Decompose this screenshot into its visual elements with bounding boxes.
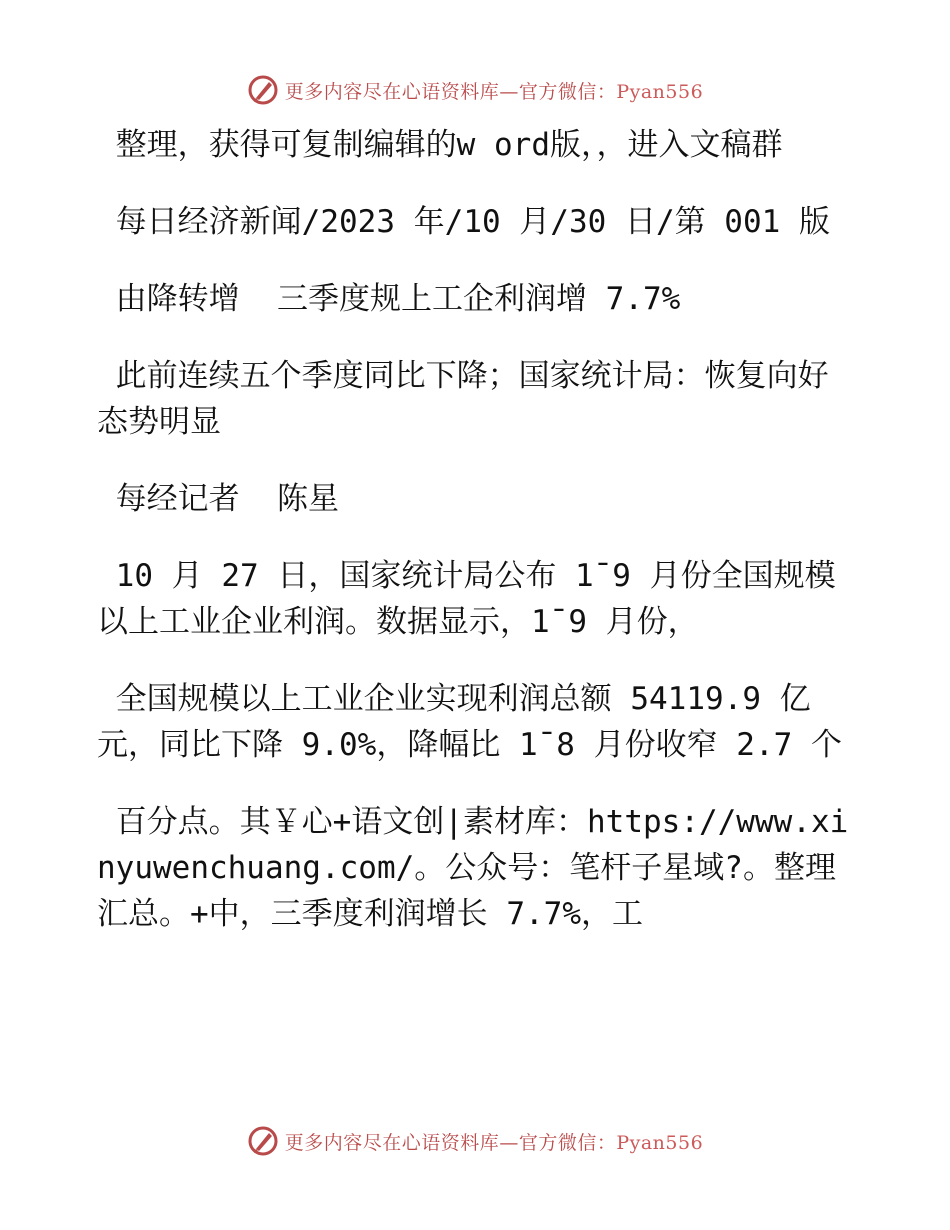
header-banner-inner [247, 74, 703, 106]
paragraph-4: 此前连续五个季度同比下降；国家统计局：恢复向好态势明显 [97, 358, 829, 440]
quill-pen-seal-icon [247, 1125, 279, 1157]
footer-banner-text [285, 1128, 703, 1155]
footer-banner-inner [247, 1125, 703, 1157]
banner-wechat-id: Pyan556 [616, 80, 704, 103]
paragraph-8: 百分点。其￥心+语文创|素材库：https://www.xinyuwenchuang.com/。公众号：笔杆子星域?。整理汇总。+中，三季度利润增长 7.7%，工 [97, 804, 849, 932]
footer-banner-dash: — [499, 1131, 519, 1154]
paragraph-6: 10 月 27 日，国家统计局公布 1¯9 月份全国规模以上工业企业利润。数据显示，1¯9 月份， [97, 558, 836, 640]
footer-watermark-banner [0, 1121, 950, 1161]
header-banner-text [285, 77, 703, 104]
banner-dash: — [499, 80, 519, 103]
paragraph-3: 由降转增 三季度规上工企利润增 7.7% [97, 281, 681, 317]
footer-banner-main-text: 更多内容尽在心语资料库 [284, 1131, 500, 1154]
banner-main-text: 更多内容尽在心语资料库 [284, 80, 500, 103]
paragraph-7: 全国规模以上工业企业实现利润总额 54119.9 亿元，同比下降 9.0%，降幅比 1¯8 月份收窄 2.7 个 [97, 681, 842, 763]
footer-banner-official-text: 官方微信： [518, 1131, 617, 1154]
banner-official-text: 官方微信： [518, 80, 617, 103]
quill-pen-seal-icon [247, 74, 279, 106]
header-watermark-banner [0, 70, 950, 110]
document-body [97, 122, 857, 937]
paragraph-1: 整理，获得可复制编辑的w ord版，，进入文稿群 [97, 127, 783, 163]
paragraph-5: 每经记者 陈星 [97, 481, 339, 517]
footer-banner-wechat-id: Pyan556 [616, 1131, 704, 1154]
paragraph-2: 每日经济新闻/2023 年/10 月/30 日/第 001 版 [97, 204, 830, 240]
